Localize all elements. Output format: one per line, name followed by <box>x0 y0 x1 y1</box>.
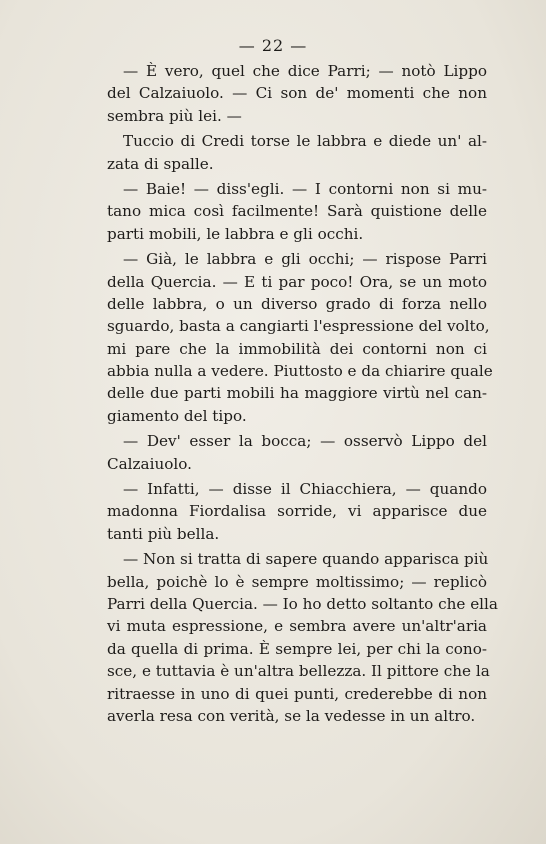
paragraph <box>107 478 487 545</box>
text-line: madonna Fiordalisa sorride, vi apparisce due <box>107 502 487 521</box>
text-line: — È vero, quel che dice Parri; — notò Lippo <box>123 62 487 80</box>
text-line: tanti più bella. <box>107 524 220 543</box>
text-line: sce, e tuttavia è un'altra bellezza. Il pittore che la <box>107 662 490 681</box>
text-line: Tuccio di Credi torse le labbra e diede un' al- <box>123 132 487 151</box>
text-line: — Infatti, — disse il Chiacchiera, — quando <box>123 480 487 499</box>
text-line: delle due parti mobili ha maggiore virtù nel can- <box>107 384 487 403</box>
body-text <box>107 60 498 730</box>
text-line: da quella di prima. È sempre lei, per chi la cono- <box>107 639 487 658</box>
text-line: sembra più lei. — <box>107 106 242 125</box>
text-line: del Calzaiuolo. — Ci son de' momenti che non <box>107 84 487 103</box>
text-line: zata di spalle. <box>107 154 214 173</box>
text-line: Calzaiuolo. <box>107 454 192 473</box>
text-line: — Baie! — diss'egli. — I contorni non si mu- <box>123 179 487 198</box>
text-line: abbia nulla a vedere. Piuttosto e da chiarire quale <box>107 362 493 381</box>
text-line: — Non si tratta di sapere quando apparisca più <box>123 550 489 569</box>
text-line: — Già, le labbra e gli occhi; — rispose Parri <box>123 250 487 269</box>
paragraph <box>107 430 487 475</box>
paragraph <box>107 178 487 245</box>
text-line: mi pare che la immobilità dei contorni non ci <box>107 339 487 358</box>
paragraph <box>107 548 498 727</box>
text-line: Parri della Quercia. — Io ho detto soltanto che ella <box>107 594 498 613</box>
text-line: ritraesse in uno di quei punti, crederebbe di non <box>107 684 487 703</box>
text-line: giamento del tipo. <box>107 406 247 425</box>
paragraph <box>107 130 487 175</box>
text-line: — Dev' esser la bocca; — osservò Lippo del <box>123 432 487 451</box>
text-line: parti mobili, le labbra e gli occhi. <box>107 224 364 243</box>
text-line: vi muta espressione, e sembra avere un'altr'aria <box>107 617 487 636</box>
text-line: delle labbra, o un diverso grado di forza nello <box>107 294 487 313</box>
text-line: bella, poichè lo è sempre moltissimo; — replicò <box>107 572 487 591</box>
page-number: — 22 — <box>238 36 308 55</box>
paragraph <box>107 60 487 127</box>
text-line: tano mica così facilmente! Sarà quistione delle <box>107 202 487 221</box>
text-line: averla resa con verità, se la vedesse in un altro. <box>107 706 476 725</box>
paragraph-gap <box>107 727 487 730</box>
text-line: della Quercia. — E ti par poco! Ora, se un moto <box>107 272 487 291</box>
text-line: sguardo, basta a cangiarti l'espressione del volto, <box>107 317 490 336</box>
paragraph <box>107 248 493 427</box>
